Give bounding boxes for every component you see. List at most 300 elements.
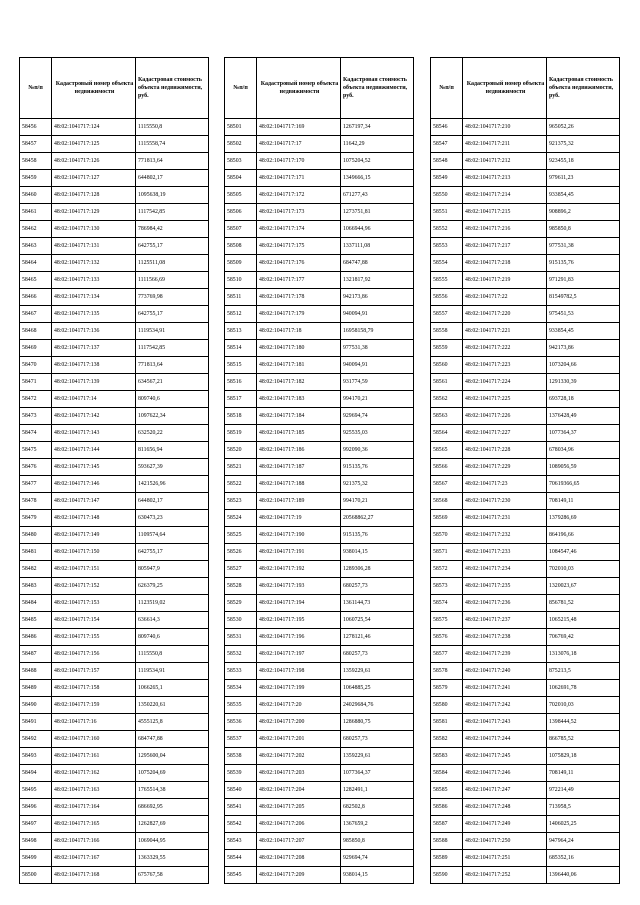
cadastral-number: 48:02:1041717:214 [463, 187, 547, 204]
cadastral-value: 1069044,95 [136, 833, 209, 850]
cadastral-number: 48:02:1041717:168 [52, 867, 136, 884]
table-row [431, 204, 620, 221]
table-row [20, 629, 209, 646]
row-number: 58574 [431, 595, 463, 612]
cadastral-value: 1363329,55 [136, 850, 209, 867]
table-row [225, 697, 414, 714]
table-row [20, 119, 209, 136]
row-number: 58531 [225, 629, 257, 646]
cadastral-value: 1289306,28 [341, 561, 414, 578]
table-row [431, 255, 620, 272]
cadastral-value: 1066265,1 [136, 680, 209, 697]
table-row [225, 680, 414, 697]
table-row [225, 306, 414, 323]
cadastral-number: 48:02:1041717:216 [463, 221, 547, 238]
cadastral-number: 48:02:1041717:247 [463, 782, 547, 799]
table-row [20, 850, 209, 867]
table-row [431, 425, 620, 442]
table-row [20, 340, 209, 357]
cadastral-value: 977531,38 [341, 340, 414, 357]
row-number: 58456 [20, 119, 52, 136]
row-number: 58464 [20, 255, 52, 272]
row-number: 58468 [20, 323, 52, 340]
cadastral-value: 771813,64 [136, 153, 209, 170]
cadastral-value: 1111566,69 [136, 272, 209, 289]
cadastral-value: 1119534,91 [136, 663, 209, 680]
cadastral-value: 1321817,92 [341, 272, 414, 289]
table-row [225, 612, 414, 629]
cadastral-number: 48:02:1041717:17 [257, 136, 341, 153]
row-number: 58542 [225, 816, 257, 833]
cadastral-number: 48:02:1041717:180 [257, 340, 341, 357]
cadastral-value: 626379,25 [136, 578, 209, 595]
row-number: 58484 [20, 595, 52, 612]
cadastral-number: 48:02:1041717:166 [52, 833, 136, 850]
table-row [20, 204, 209, 221]
row-number: 58521 [225, 459, 257, 476]
cadastral-number: 48:02:1041717:233 [463, 544, 547, 561]
row-number: 58572 [431, 561, 463, 578]
cadastral-number: 48:02:1041717:142 [52, 408, 136, 425]
cadastral-value: 685352,16 [547, 850, 620, 867]
cadastral-value: 975451,53 [547, 306, 620, 323]
cadastral-number: 48:02:1041717:238 [463, 629, 547, 646]
cadastral-number: 48:02:1041717:157 [52, 663, 136, 680]
table-row [431, 782, 620, 799]
cadastral-number: 48:02:1041717:222 [463, 340, 547, 357]
table-row [20, 221, 209, 238]
cadastral-value: 644802,17 [136, 493, 209, 510]
cadastral-number: 48:02:1041717:18 [257, 323, 341, 340]
row-number: 58545 [225, 867, 257, 884]
table-row [431, 714, 620, 731]
cadastral-number: 48:02:1041717:149 [52, 527, 136, 544]
table-row [431, 272, 620, 289]
cadastral-number: 48:02:1041717:239 [463, 646, 547, 663]
row-number: 58541 [225, 799, 257, 816]
row-number: 58509 [225, 255, 257, 272]
cadastral-value: 1077364,37 [547, 425, 620, 442]
row-number: 58477 [20, 476, 52, 493]
cadastral-value: 933854,45 [547, 187, 620, 204]
cadastral-number: 48:02:1041717:124 [52, 119, 136, 136]
cadastral-number: 48:02:1041717:186 [257, 442, 341, 459]
cadastral-number: 48:02:1041717:130 [52, 221, 136, 238]
cadastral-value: 644802,17 [136, 170, 209, 187]
cadastral-value: 1282491,1 [341, 782, 414, 799]
table-row [225, 170, 414, 187]
table-row [225, 850, 414, 867]
table-row [20, 612, 209, 629]
cadastral-number: 48:02:1041717:127 [52, 170, 136, 187]
cadastral-number: 48:02:1041717:219 [463, 272, 547, 289]
table-row [225, 374, 414, 391]
header-number: №п/п [431, 58, 463, 119]
cadastral-number: 48:02:1041717:196 [257, 629, 341, 646]
cadastral-value: 864196,66 [547, 527, 620, 544]
row-number: 58553 [431, 238, 463, 255]
cadastral-value: 1064885,25 [341, 680, 414, 697]
row-number: 58504 [225, 170, 257, 187]
table-row [20, 646, 209, 663]
table-row [431, 119, 620, 136]
row-number: 58546 [431, 119, 463, 136]
table-row [20, 493, 209, 510]
row-number: 58508 [225, 238, 257, 255]
table-row [431, 748, 620, 765]
cadastral-number: 48:02:1041717:125 [52, 136, 136, 153]
row-number: 58473 [20, 408, 52, 425]
cadastral-value: 1089056,59 [547, 459, 620, 476]
table-row [431, 833, 620, 850]
table-body [431, 119, 620, 884]
row-number: 58467 [20, 306, 52, 323]
cadastral-number: 48:02:1041717:144 [52, 442, 136, 459]
cadastral-value: 915135,76 [547, 255, 620, 272]
row-number: 58482 [20, 561, 52, 578]
cadastral-value: 81549782,5 [547, 289, 620, 306]
row-number: 58571 [431, 544, 463, 561]
row-number: 58569 [431, 510, 463, 527]
row-number: 58529 [225, 595, 257, 612]
table-row [20, 459, 209, 476]
cadastral-number: 48:02:1041717:173 [257, 204, 341, 221]
cadastral-value: 630473,23 [136, 510, 209, 527]
cadastral-value: 1396440,06 [547, 867, 620, 884]
cadastral-number: 48:02:1041717:218 [463, 255, 547, 272]
row-number: 58483 [20, 578, 52, 595]
registry-table-1 [19, 57, 209, 884]
row-number: 58458 [20, 153, 52, 170]
table-row [225, 493, 414, 510]
cadastral-value: 1278121,46 [341, 629, 414, 646]
table-row [431, 612, 620, 629]
row-number: 58565 [431, 442, 463, 459]
cadastral-value: 1123519,02 [136, 595, 209, 612]
cadastral-number: 48:02:1041717:163 [52, 782, 136, 799]
cadastral-value: 713958,5 [547, 799, 620, 816]
cadastral-value: 693728,18 [547, 391, 620, 408]
cadastral-value: 1337111,08 [341, 238, 414, 255]
cadastral-value: 979611,23 [547, 170, 620, 187]
cadastral-value: 684747,88 [341, 255, 414, 272]
cadastral-number: 48:02:1041717:245 [463, 748, 547, 765]
cadastral-number: 48:02:1041717:195 [257, 612, 341, 629]
table-row [20, 357, 209, 374]
row-number: 58586 [431, 799, 463, 816]
cadastral-value: 994170,21 [341, 391, 414, 408]
table-row [431, 289, 620, 306]
cadastral-number: 48:02:1041717:135 [52, 306, 136, 323]
table-row [225, 595, 414, 612]
cadastral-value: 678034,96 [547, 442, 620, 459]
table-row [225, 799, 414, 816]
row-number: 58539 [225, 765, 257, 782]
row-number: 58457 [20, 136, 52, 153]
row-number: 58579 [431, 680, 463, 697]
cadastral-value: 1350220,61 [136, 697, 209, 714]
cadastral-number: 48:02:1041717:145 [52, 459, 136, 476]
table-row [431, 136, 620, 153]
cadastral-value: 16958158,79 [341, 323, 414, 340]
row-number: 58552 [431, 221, 463, 238]
row-number: 58502 [225, 136, 257, 153]
table-row [431, 238, 620, 255]
cadastral-value: 708149,11 [547, 493, 620, 510]
cadastral-number: 48:02:1041717:150 [52, 544, 136, 561]
cadastral-value: 1361144,73 [341, 595, 414, 612]
table-row [20, 714, 209, 731]
cadastral-number: 48:02:1041717:251 [463, 850, 547, 867]
row-number: 58562 [431, 391, 463, 408]
row-number: 58538 [225, 748, 257, 765]
cadastral-value: 671277,43 [341, 187, 414, 204]
row-number: 58493 [20, 748, 52, 765]
table-row [225, 765, 414, 782]
cadastral-value: 940094,91 [341, 306, 414, 323]
cadastral-number: 48:02:1041717:183 [257, 391, 341, 408]
row-number: 58559 [431, 340, 463, 357]
table-row [225, 238, 414, 255]
cadastral-value: 1115550,8 [136, 646, 209, 663]
cadastral-number: 48:02:1041717:215 [463, 204, 547, 221]
table-row [20, 425, 209, 442]
row-number: 58584 [431, 765, 463, 782]
cadastral-number: 48:02:1041717:194 [257, 595, 341, 612]
cadastral-value: 866785,52 [547, 731, 620, 748]
cadastral-number: 48:02:1041717:136 [52, 323, 136, 340]
table-row [225, 289, 414, 306]
cadastral-number: 48:02:1041717:198 [257, 663, 341, 680]
cadastral-number: 48:02:1041717:193 [257, 578, 341, 595]
table-row [431, 374, 620, 391]
cadastral-value: 642755,17 [136, 238, 209, 255]
row-number: 58558 [431, 323, 463, 340]
table-row [20, 187, 209, 204]
table-row [20, 833, 209, 850]
cadastral-number: 48:02:1041717:160 [52, 731, 136, 748]
row-number: 58526 [225, 544, 257, 561]
cadastral-number: 48:02:1041717:146 [52, 476, 136, 493]
cadastral-value: 1115558,74 [136, 136, 209, 153]
row-number: 58589 [431, 850, 463, 867]
cadastral-value: 632520,22 [136, 425, 209, 442]
row-number: 58534 [225, 680, 257, 697]
cadastral-value: 1376428,49 [547, 408, 620, 425]
cadastral-value: 1073204,66 [547, 357, 620, 374]
cadastral-value: 702010,03 [547, 561, 620, 578]
table-row [431, 459, 620, 476]
cadastral-value: 923455,18 [547, 153, 620, 170]
header-cadastral-value: Кадастровая стоимость объекта недвижимости, руб. [341, 58, 414, 119]
row-number: 58466 [20, 289, 52, 306]
cadastral-number: 48:02:1041717:188 [257, 476, 341, 493]
cadastral-value: 675767,58 [136, 867, 209, 884]
cadastral-value: 1765514,38 [136, 782, 209, 799]
row-number: 58462 [20, 221, 52, 238]
row-number: 58471 [20, 374, 52, 391]
cadastral-value: 940094,91 [341, 357, 414, 374]
row-number: 58583 [431, 748, 463, 765]
cadastral-number: 48:02:1041717:199 [257, 680, 341, 697]
cadastral-value: 1119534,91 [136, 323, 209, 340]
row-number: 58550 [431, 187, 463, 204]
table-row [431, 187, 620, 204]
cadastral-number: 48:02:1041717:177 [257, 272, 341, 289]
row-number: 58564 [431, 425, 463, 442]
row-number: 58581 [431, 714, 463, 731]
cadastral-value: 994170,21 [341, 493, 414, 510]
cadastral-value: 773769,98 [136, 289, 209, 306]
table-row [225, 119, 414, 136]
cadastral-value: 921375,32 [341, 476, 414, 493]
table-row [20, 510, 209, 527]
row-number: 58495 [20, 782, 52, 799]
row-number: 58491 [20, 714, 52, 731]
row-number: 58536 [225, 714, 257, 731]
cadastral-number: 48:02:1041717:225 [463, 391, 547, 408]
table-row [225, 221, 414, 238]
table-row [225, 867, 414, 884]
cadastral-value: 856781,52 [547, 595, 620, 612]
cadastral-number: 48:02:1041717:126 [52, 153, 136, 170]
row-number: 58478 [20, 493, 52, 510]
table-row [431, 799, 620, 816]
cadastral-value: 680257,73 [341, 578, 414, 595]
row-number: 58570 [431, 527, 463, 544]
table-row [225, 561, 414, 578]
table-row [20, 442, 209, 459]
cadastral-number: 48:02:1041717:159 [52, 697, 136, 714]
cadastral-value: 1066944,96 [341, 221, 414, 238]
cadastral-number: 48:02:1041717:134 [52, 289, 136, 306]
table-row [225, 510, 414, 527]
cadastral-value: 636614,3 [136, 612, 209, 629]
cadastral-value: 1349666,15 [341, 170, 414, 187]
table-row [431, 408, 620, 425]
table-row [20, 136, 209, 153]
table-row [225, 527, 414, 544]
cadastral-number: 48:02:1041717:252 [463, 867, 547, 884]
cadastral-number: 48:02:1041717:172 [257, 187, 341, 204]
cadastral-number: 48:02:1041717:204 [257, 782, 341, 799]
table-row [431, 323, 620, 340]
cadastral-number: 48:02:1041717:158 [52, 680, 136, 697]
row-number: 58524 [225, 510, 257, 527]
header-row [225, 58, 414, 119]
row-number: 58496 [20, 799, 52, 816]
cadastral-number: 48:02:1041717:175 [257, 238, 341, 255]
row-number: 58585 [431, 782, 463, 799]
row-number: 58590 [431, 867, 463, 884]
row-number: 58548 [431, 153, 463, 170]
row-number: 58551 [431, 204, 463, 221]
cadastral-value: 809740,6 [136, 391, 209, 408]
cadastral-number: 48:02:1041717:235 [463, 578, 547, 595]
table-row [20, 544, 209, 561]
row-number: 58560 [431, 357, 463, 374]
row-number: 58485 [20, 612, 52, 629]
table-row [431, 646, 620, 663]
row-number: 58561 [431, 374, 463, 391]
table-row [431, 663, 620, 680]
row-number: 58507 [225, 221, 257, 238]
cadastral-number: 48:02:1041717:221 [463, 323, 547, 340]
table-row [431, 391, 620, 408]
cadastral-number: 48:02:1041717:137 [52, 340, 136, 357]
cadastral-number: 48:02:1041717:20 [257, 697, 341, 714]
cadastral-value: 1062691,78 [547, 680, 620, 697]
cadastral-number: 48:02:1041717:231 [463, 510, 547, 527]
cadastral-value: 1291330,39 [547, 374, 620, 391]
cadastral-number: 48:02:1041717:208 [257, 850, 341, 867]
table-row [431, 153, 620, 170]
cadastral-number: 48:02:1041717:167 [52, 850, 136, 867]
table-row [431, 680, 620, 697]
row-number: 58474 [20, 425, 52, 442]
row-number: 58501 [225, 119, 257, 136]
row-number: 58492 [20, 731, 52, 748]
cadastral-value: 680257,73 [341, 646, 414, 663]
table-row [20, 272, 209, 289]
row-number: 58554 [431, 255, 463, 272]
table-row [431, 629, 620, 646]
cadastral-number: 48:02:1041717:192 [257, 561, 341, 578]
cadastral-value: 1286880,75 [341, 714, 414, 731]
header-number: №п/п [20, 58, 52, 119]
row-number: 58567 [431, 476, 463, 493]
cadastral-value: 1320023,67 [547, 578, 620, 595]
row-number: 58487 [20, 646, 52, 663]
row-number: 58532 [225, 646, 257, 663]
cadastral-value: 1421526,96 [136, 476, 209, 493]
cadastral-number: 48:02:1041717:206 [257, 816, 341, 833]
cadastral-number: 48:02:1041717:164 [52, 799, 136, 816]
table-row [225, 731, 414, 748]
table-row [225, 391, 414, 408]
row-number: 58479 [20, 510, 52, 527]
cadastral-value: 1095638,19 [136, 187, 209, 204]
row-number: 58518 [225, 408, 257, 425]
cadastral-value: 1060725,54 [341, 612, 414, 629]
cadastral-number: 48:02:1041717:237 [463, 612, 547, 629]
cadastral-value: 593627,39 [136, 459, 209, 476]
table-row [20, 680, 209, 697]
cadastral-number: 48:02:1041717:151 [52, 561, 136, 578]
cadastral-value: 706769,42 [547, 629, 620, 646]
cadastral-value: 925535,03 [341, 425, 414, 442]
row-number: 58486 [20, 629, 52, 646]
table-row [431, 731, 620, 748]
cadastral-value: 811656,94 [136, 442, 209, 459]
table-row [225, 476, 414, 493]
cadastral-number: 48:02:1041717:200 [257, 714, 341, 731]
row-number: 58515 [225, 357, 257, 374]
table-row [225, 323, 414, 340]
cadastral-value: 1313076,18 [547, 646, 620, 663]
header-row [431, 58, 620, 119]
table-row [225, 629, 414, 646]
row-number: 58547 [431, 136, 463, 153]
table-row [20, 408, 209, 425]
header-cadastral-number: Кадастровый номер объекта недвижимости [463, 58, 547, 119]
row-number: 58465 [20, 272, 52, 289]
cadastral-value: 972214,49 [547, 782, 620, 799]
table-row [20, 561, 209, 578]
table-row [431, 544, 620, 561]
cadastral-value: 931774,59 [341, 374, 414, 391]
row-number: 58498 [20, 833, 52, 850]
